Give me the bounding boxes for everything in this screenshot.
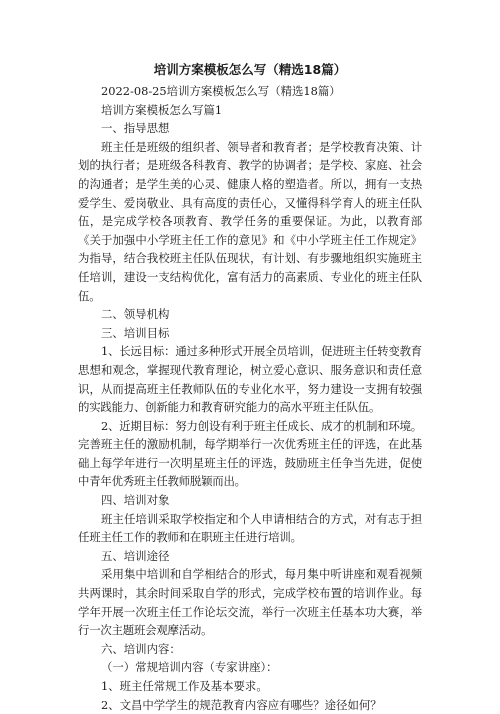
document-subtitle: 2022-08-25培训方案模板怎么写（精选18篇） [101, 84, 341, 98]
paragraph-training-methods: 采用集中培训和自学相结合的形式，每月集中听讲座和观看视频共两课时，其余时间采取自学的形式，完成学校布置的培训作业。每学年开展一次班主任工作论坛交流，举行一次班主任基本功大赛，举行一次主题班会观摩活动。 [78, 567, 422, 638]
paragraph-training-targets: 班主任培训采取学校指定和个人申请相结合的方式，对有志于担任班主任工作的教师和在职班主任进行培训。 [78, 511, 422, 545]
paragraph-near-term-goal: 2、近期目标：努力创设有利于班主任成长、成才的机制和环境。完善班主任的激励机制，每学期举行一次优秀班主任的评选，在此基础上每学年进行一次明星班主任的评选，鼓励班主任争当先进，促使中青年优秀班主任教师脱颖而出。 [78, 418, 422, 489]
heading-leadership: 二、领导机构 [101, 307, 170, 322]
heading-training-goals: 三、培训目标 [101, 325, 170, 340]
section-heading: 培训方案模板怎么写篇1 [101, 102, 223, 117]
paragraph-guiding-ideology: 班主任是班级的组织者、领导者和教育者；是学校教育决策、计划的执行者；是班级各科教育、教学的协调者；是学校、家庭、社会的沟通者；是学生美的心灵、健康人格的塑造者。所以，拥有一支热爱学生、爱岗敬业、具有高度的责任心，又懂得科学育人的班主任队伍，是完成学校各项教育、教学任务的重要保证。为此，以教育部《关于加强中小学班主任工作的意见》和《中小学班主任工作规定》为指导，结合我校班主任队伍现状，有计划、有步骤地组织实施班主任培训，建设一支结构优化，富有活力的高素质、专业化的班主任队伍。 [78, 139, 422, 303]
heading-training-methods: 五、培训途径 [101, 548, 170, 563]
heading-guiding-ideology: 一、指导思想 [101, 121, 170, 136]
paragraph-long-term-goal: 1、长远目标：通过多种形式开展全员培训，促进班主任转变教育思想和观念，掌握现代教育理论，树立爱心意识、服务意识和责任意识，从而提高班主任教师队伍的专业化水平，努力建设一支拥有较强的实践能力、创新能力和教育研究能力的高水平班主任队伍。 [78, 344, 422, 415]
document-body [78, 82, 422, 714]
list-item: 2、文昌中学学生的规范教育内容应有哪些？途径如何？ [101, 697, 382, 712]
list-item: 1、班主任常规工作及基本要求。 [101, 679, 268, 693]
document-title: 培训方案模板怎么写（精选18篇） [153, 62, 347, 77]
heading-training-targets: 四、培训对象 [101, 493, 170, 508]
subheading-regular-training: （一）常规培训内容（专家讲座）： [101, 660, 278, 675]
heading-training-contents: 六、培训内容： [101, 641, 181, 656]
